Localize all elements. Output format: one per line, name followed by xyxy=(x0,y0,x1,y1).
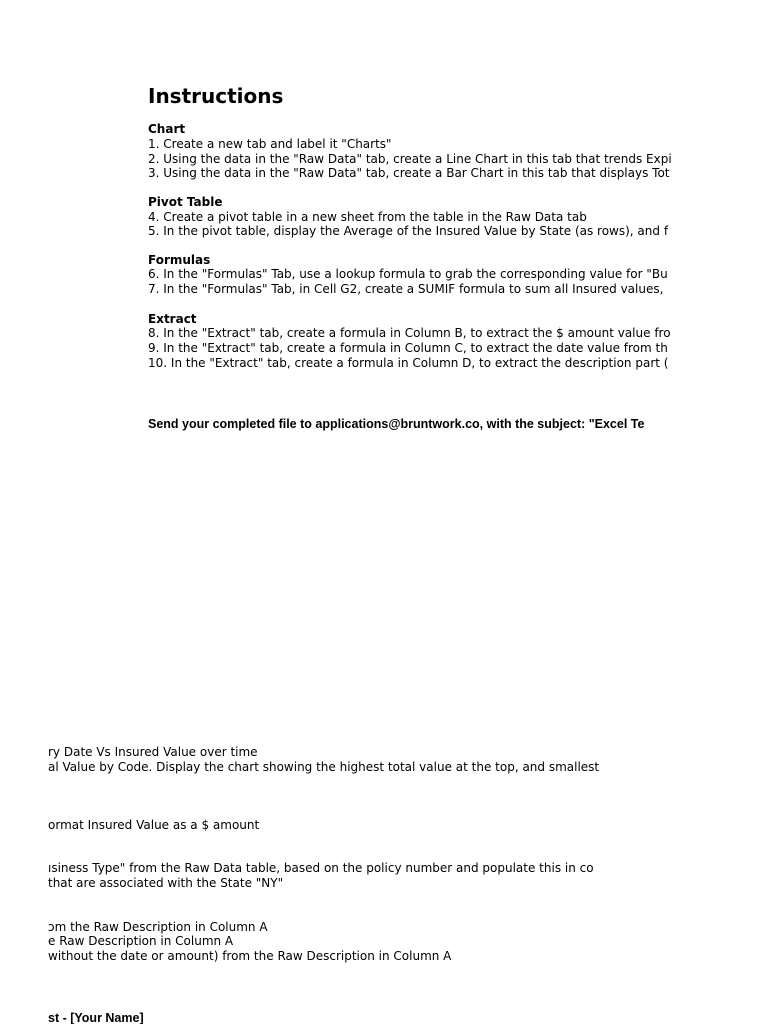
instruction-line-9: 9. In the "Extract" tab, create a formula in Column C, to extract the date value from th xyxy=(148,341,668,355)
continuation-line-9: e Raw Description in Column A xyxy=(48,934,234,948)
submission-instruction: Send your completed file to applications@bruntwork.co, with the subject: "Excel Te xyxy=(148,417,645,431)
instruction-line-2: 2. Using the data in the "Raw Data" tab, create a Line Chart in this tab that trends Expi xyxy=(148,152,672,166)
continuation-line-5: ormat Insured Value as a $ amount xyxy=(48,818,260,832)
continuation-submission: st - [Your Name] xyxy=(48,1011,144,1024)
continuation-line-3: al Value by Code. Display the chart showing the highest total value at the top, and smallest xyxy=(48,760,600,774)
instruction-line-1: 1. Create a new tab and label it "Charts" xyxy=(148,137,392,151)
instruction-line-8: 8. In the "Extract" tab, create a formula in Column B, to extract the $ amount value fro xyxy=(148,326,671,340)
instructions-block xyxy=(148,80,688,440)
continuation-line-6: ısiness Type" from the Raw Data table, based on the policy number and populate this in co xyxy=(48,861,594,875)
section-heading-formulas: Formulas xyxy=(148,253,211,267)
instruction-line-10: 10. In the "Extract" tab, create a formula in Column D, to extract the description part ( xyxy=(148,356,669,370)
section-heading-extract: Extract xyxy=(148,312,197,326)
instruction-line-4: 4. Create a pivot table in a new sheet from the table in the Raw Data tab xyxy=(148,210,587,224)
continuation-line-10: without the date or amount) from the Raw Description in Column A xyxy=(48,949,452,963)
continuation-line-2: ry Date Vs Insured Value over time xyxy=(48,745,258,759)
section-heading-chart: Chart xyxy=(148,122,186,136)
instruction-line-5: 5. In the pivot table, display the Average of the Insured Value by State (as rows), and f xyxy=(148,224,669,238)
section-heading-pivot-table: Pivot Table xyxy=(148,195,223,209)
continuation-line-8: ɔm the Raw Description in Column A xyxy=(48,920,268,934)
overflow-continuation-block xyxy=(48,740,748,1024)
instruction-line-3: 3. Using the data in the "Raw Data" tab, create a Bar Chart in this tab that displays Tot xyxy=(148,166,670,180)
instruction-line-6: 6. In the "Formulas" Tab, use a lookup formula to grab the corresponding value for "Bu xyxy=(148,267,668,281)
instruction-line-7: 7. In the "Formulas" Tab, in Cell G2, create a SUMIF formula to sum all Insured values, xyxy=(148,282,664,296)
page-title: Instructions xyxy=(148,84,284,108)
continuation-line-7: that are associated with the State "NY" xyxy=(48,876,284,890)
